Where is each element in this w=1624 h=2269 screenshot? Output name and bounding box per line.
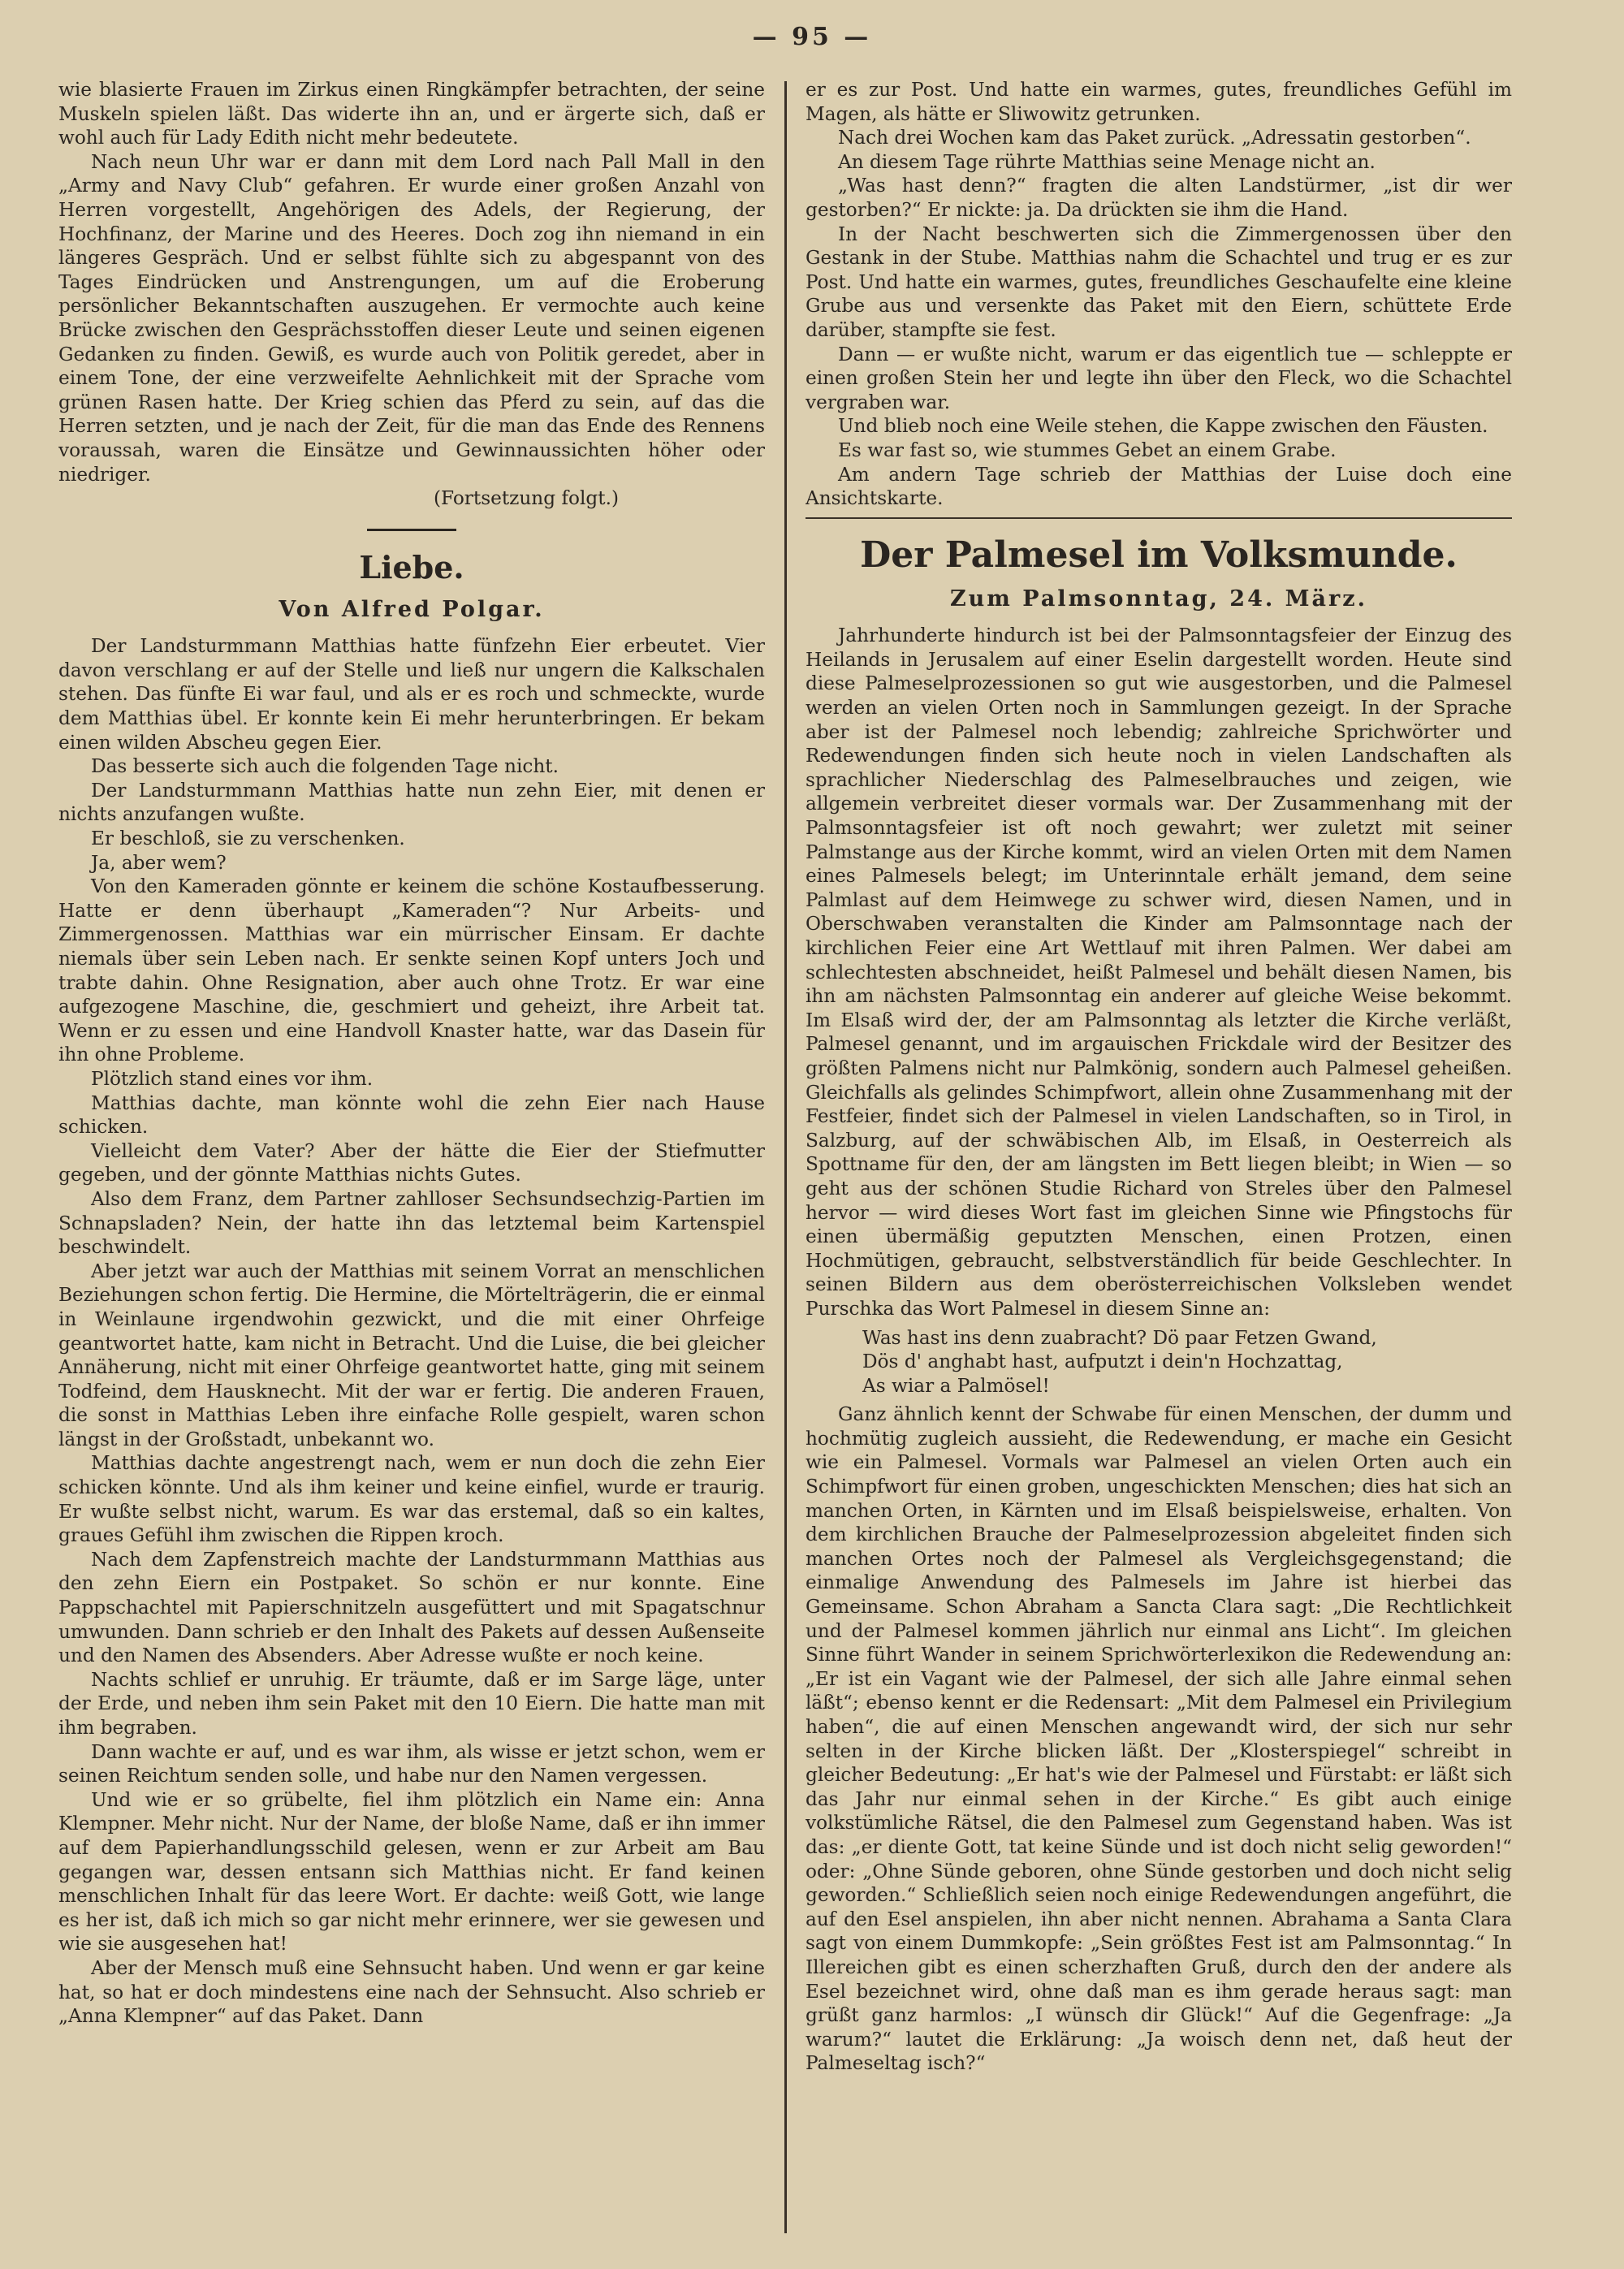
story-paragraph: In der Nacht beschwerten sich die Zimmergenossen über den Gestank in der Stube. Matthias nahm die Schachtel und trug er es zur Post. Und hatte ein warmes, gutes, freundliches Geschaufelte eine kleine Grube aus und versenkte das Paket mit den Eiern, schüttete Erde darüber, stampfte sie fest. bbox=[806, 223, 1512, 341]
story-byline: Von Alfred Polgar. bbox=[279, 596, 545, 622]
article-paragraph: Ganz ähnlich kennt der Schwabe für einen Menschen, der dumm und hochmütig zugleich aussieht, die Redewendung, er mache ein Gesicht wie ein Palmesel. Vormals war Palmesel an vielen Orten auch ein Schimpfwort für einen groben, ungeschickten Menschen; dies hat sich an manchen Orten, in Kärnten und im Elsaß beispielsweise, erhalten. Von dem kirchlichen Brauche der Palmeselprozession abgeleitet finden sich manchen Ortes noch der Palmesel als Vergleichsgegenstand; die einmalige Anwendung des Palmesels im Jahre ist hierbei das Gemeinsame. Schon Abraham a Sancta Clara sagt: „Die Rechtlichkeit und der Palmesel kommen jährlich nur einmal ans Licht“. Im gleichen Sinne führt Wander in seinem Sprichwörterlexikon die Redewendung an: „Er ist ein Vagant wie der Palmesel, der sich alle Jahre einmal sehen läßt“; ebenso kennt er die Redensart: „Mit dem Palmesel ein Privilegium haben“, die auf einen Menschen angewandt wird, der sich nur sehr selten in der Kirche blicken läßt. Der „Klosterspiegel“ schreibt in gleicher Bedeutung: „Er hat's wie der Palmesel und Fürstabt: er läßt sich das Jahr nur einmal sehen in der Kirche.“ Es gibt auch einige volkstümliche Rätsel, die den Palmesel zum Gegenstand haben. Was ist das: „er diente Gott, tat keine Sünde und ist doch nicht selig geworden!“ oder: „Ohne Sünde geboren, ohne Sünde gestorben und doch nicht selig geworden.“ Schließlich seien noch einige Redewendungen angeführt, die auf den Esel anspielen, ihn aber nicht nennen. Abrahama a Santa Clara sagt von einem Dummkopfe: „Sein größtes Fest ist am Palmsonntag.“ In Illereichen gibt es einen scherzhaften Gruß, durch den der andere als Esel bezeichnet wird, ohne daß man es ihm gerade heraus sagt: man grüßt ganz harmlos: „I wünsch dir Glück!“ Auf die Gegenfrage: „Ja warum?“ lautet die Erklärung: „Ja woisch denn net, daß heut der Palmeseltag isch?“ bbox=[806, 1403, 1512, 2075]
serial-continuation-paragraph: wie blasierte Frauen im Zirkus einen Ringkämpfer betrachten, der seine Muskeln spielen läßt. Das widerte ihn an, und er ärgerte sich, daß er wohl auch für Lady Edith nicht mehr bedeutete. bbox=[58, 79, 765, 149]
story-paragraph: Matthias dachte, man könnte wohl die zehn Eier nach Hause schicken. bbox=[58, 1091, 765, 1139]
story-paragraph: „Was hast denn?“ fragten die alten Landstürmer, „ist dir wer gestorben?“ Er nickte: ja. Da drückten sie ihm die Hand. bbox=[806, 175, 1512, 221]
story-paragraph: Nach drei Wochen kam das Paket zurück. „Adressatin gestorben“. bbox=[838, 127, 1471, 149]
to-be-continued-note: (Fortsetzung folgt.) bbox=[433, 487, 619, 510]
story-paragraph: Matthias dachte angestrengt nach, wem er nun doch die zehn Eier schicken könnte. Und als ihm keiner und keine einfiel, wurde er traurig. Er wußte selbst nicht, warum. Es war das erstemal, daß so ein kaltes, graues Gefühl ihm zwischen die Rippen kroch. bbox=[58, 1452, 765, 1547]
story-paragraph: Dann wachte er auf, und es war ihm, als wisse er jetzt schon, wem er seinen Reichtum senden solle, und habe nur den Namen vergessen. bbox=[58, 1740, 765, 1787]
verse-line: Dös d' anghabt hast, aufputzt i dein'n Hochzattag, bbox=[862, 1351, 1343, 1373]
right-column bbox=[806, 78, 1512, 2238]
page-number: — 95 — bbox=[752, 23, 872, 51]
article-subtitle: Zum Palmsonntag, 24. März. bbox=[949, 586, 1368, 612]
serial-club-paragraph: Nach neun Uhr war er dann mit dem Lord nach Pall Mall in den „Army and Navy Club“ gefahren. Er wurde einer großen Anzahl von Herren vorgestellt, Angehörigen des Adels, der Regierung, der Hochfinanz, der Marine und des Heeres. Doch zog ihn niemand in ein längeres Gespräch. Und er selbst fühlte sich zu abgespannt von des Tages Eindrücken und Anstrengungen, um auf die Eroberung persönlicher Bekanntschaften auszugehen. Er vermochte auch keine Brücke zwischen den Gesprächsstoffen dieser Leute und seinen eigenen Gedanken zu finden. Gewiß, es wurde auch von Politik geredet, aber in einem Tone, der eine verzweifelte Aehnlichkeit mit der Sprache vom grünen Rasen hatte. Der Krieg schien das Pferd zu sein, auf das die Herren setzten, und je nach der Zeit, für die man das Ende des Rennens voraussah, waren die Einsätze und Gewinnaussichten höher oder niedriger. bbox=[58, 150, 765, 486]
story-paragraph: Aber der Mensch muß eine Sehnsucht haben. Und wenn er gar keine hat, so hat er doch mindestens eine nach der Sehnsucht. Also schrieb er „Anna Klempner“ auf das Paket. Dann bbox=[58, 1956, 765, 2028]
story-paragraph: Am andern Tage schrieb der Matthias der Luise doch eine Ansichtskarte. bbox=[806, 463, 1512, 510]
story-paragraph: An diesem Tage rührte Matthias seine Menage nicht an. bbox=[838, 150, 1376, 173]
article-paragraph: Jahrhunderte hindurch ist bei der Palmsonntagsfeier der Einzug des Heilands in Jerusalem auf einer Eselin dargestellt worden. Heute sind diese Palmeselprozessionen so gut wie ausgestorben, und die Palmesel werden an vielen Orten noch in Sammlungen gezeigt. In der Sprache aber ist der Palmesel noch lebendig; zahlreiche Sprichwörter und Redewendungen finden sich heute noch in vielen Landschaften als sprachlicher Niederschlag des Palmeselbrauches und zeigen, wie allgemein verbreitet dieser vormals war. Der Zusammenhang mit der Palmsonntagsfeier ist oft noch gewahrt; wer zuletzt mit seiner Palmstange aus der Kirche kommt, wird an vielen Orten mit dem Namen eines Palmesels belegt; im Unterinntale erhält jemand, dem seine Palmlast auf dem Heimwege zu schwer wird, diesen Namen, und in Oberschwaben veranstalten die Kinder am Palmsonntage nach der kirchlichen Feier eine Art Wettlauf mit ihren Palmen. Wer dabei am schlechtesten abschneidet, heißt Palmesel und behält diesen Namen, bis ihn am nächsten Palmsonntag ein anderer auf gleiche Weise bekommt. Im Elsaß wird der, der am Palmsonntag als letzter die Kirche verläßt, Palmesel genannt, und im argauischen Frickdale wird der Besitzer des größten Palmens nicht nur Palmkönig, sondern auch Palmesel geheißen. Gleichfalls als gelindes Schimpfwort, allein ohne Zusammenhang mit der Festfeier, findet sich der Palmesel in vielen Landschaften, so in Tirol, in Salzburg, auf der schwäbischen Alb, im Elsaß, in Oesterreich als Spottname für den, der am längsten im Bett liegen bleibt; in Wien — so geht aus der schönen Studie Richard von Streles über den Palmesel hervor — wird dieses Wort fast im gleichen Sinne wie Pfingstochs für einen übermäßig geputzten Menschen, einen Protzen, einen Hochmütigen, gebraucht, selbstverständlich für beide Geschlechter. In seinen Bildern aus dem oberösterreichischen Volksleben wendet Purschka das Wort Palmesel in diesem Sinne an: bbox=[806, 625, 1512, 1320]
story-paragraph: er es zur Post. Und hatte ein warmes, gutes, freundliches Gefühl im Magen, als hätte er Sliwowitz getrunken. bbox=[806, 79, 1512, 125]
section-divider bbox=[806, 517, 1512, 519]
story-paragraph: Das besserte sich auch die folgenden Tage nicht. bbox=[91, 755, 559, 778]
column-divider bbox=[784, 81, 787, 2233]
story-paragraph: Er beschloß, sie zu verschenken. bbox=[91, 828, 405, 850]
story-paragraph: Und blieb noch eine Weile stehen, die Kappe zwischen den Fäusten. bbox=[838, 415, 1488, 438]
story-paragraph: Der Landsturmmann Matthias hatte fünfzehn Eier erbeutet. Vier davon verschlang er auf der Stelle und ließ nur ungern die Kalkschalen stehen. Das fünfte Ei war faul, und als er es roch und schmeckte, wurde dem Matthias übel. Er konnte kein Ei mehr herunterbringen. Er bekam einen wilden Abscheu gegen Eier. bbox=[58, 635, 765, 754]
section-divider bbox=[367, 529, 456, 531]
story-paragraph: Von den Kameraden gönnte er keinem die schöne Kostaufbesserung. Hatte er denn überhaupt „Kameraden“? Nur Arbeits- und Zimmergenossen. Matthias war ein mürrischer Einsam. Er dachte niemals über sein Leben nach. Er senkte seinen Kopf unters Joch und trabte dahin. Ohne Resignation, aber auch ohne Trotz. Er war eine aufgezogene Maschine, die, geschmiert und geheizt, ihre Arbeit tat. Wenn er zu essen und eine Handvoll Knaster hatte, war das Dasein für ihn ohne Probleme. bbox=[58, 875, 765, 1066]
story-paragraph: Nachts schlief er unruhig. Er träumte, daß er im Sarge läge, unter der Erde, und neben ihm sein Paket mit den 10 Eiern. Die hatte man mit ihm begraben. bbox=[58, 1668, 765, 1739]
verse-line: Was hast ins denn zuabracht? Dö paar Fetzen Gwand, bbox=[862, 1326, 1377, 1349]
story-paragraph: Und wie er so grübelte, fiel ihm plötzlich ein Name ein: Anna Klempner. Mehr nicht. Nur der Name, der bloße Name, daß er ihn immer auf dem Papierhandlungsschild gelesen, wenn er zur Arbeit am Bau gegangen war, dessen entsann sich Matthias nicht. Er fand keinen menschlichen Inhalt für das leere Wort. Er dachte: weiß Gott, wie lange es her ist, daß ich mich so gar nicht mehr erinnere, wer sie gewesen und wie sie ausgesehen hat! bbox=[58, 1788, 765, 1956]
story-paragraph: Nach dem Zapfenstreich machte der Landsturmmann Matthias aus den zehn Eiern ein Postpaket. So schön er nur konnte. Eine Pappschachtel mit Papierschnitzeln ausgefüttert und mit Spagatschnur umwunden. Dann schrieb er den Inhalt des Pakets auf dessen Außenseite und den Namen des Absenders. Aber Adresse wußte er noch keine. bbox=[58, 1548, 765, 1667]
story-paragraph: Dann — er wußte nicht, warum er das eigentlich tue — schleppte er einen großen Stein her und legte ihn über den Fleck, wo die Schachtel vergraben war. bbox=[806, 343, 1512, 413]
story-paragraph: Es war fast so, wie stummes Gebet an einem Grabe. bbox=[838, 439, 1337, 461]
story-paragraph: Plötzlich stand eines vor ihm. bbox=[91, 1067, 374, 1090]
story-paragraph: Vielleicht dem Vater? Aber der hätte die Eier der Stiefmutter gegeben, und der gönnte Matthias nichts Gutes. bbox=[58, 1139, 765, 1186]
story-paragraph: Aber jetzt war auch der Matthias mit seinem Vorrat an menschlichen Beziehungen schon fertig. Die Hermine, die Mörtelträgerin, die er einmal in Weinlaune irgendwohin gezwickt, und die mit einer Ohrfeige geantwortet hatte, kam nicht in Betracht. Und die Luise, die bei gleicher Annäherung, nicht mit einer Ohrfeige geantwortet hatte, ging mit seinem Todfeind, dem Hausknecht. Mit der war er fertig. Die anderen Frauen, die sonst in Matthias Leben ihre einfache Rolle gespielt, waren schon längst in der Großstadt, unbekannt wo. bbox=[58, 1260, 765, 1450]
verse-line: As wiar a Palmösel! bbox=[862, 1374, 1050, 1397]
story-paragraph: Ja, aber wem? bbox=[91, 851, 227, 874]
story-paragraph: Der Landsturmmann Matthias hatte nun zehn Eier, mit denen er nichts anzufangen wußte. bbox=[58, 779, 765, 826]
left-column bbox=[58, 78, 765, 2238]
dialect-verse bbox=[862, 1326, 1512, 1398]
article-title: Der Palmesel im Volksmunde. bbox=[860, 534, 1458, 576]
story-paragraph: Also dem Franz, dem Partner zahlloser Sechsundsechzig-Partien im Schnapsladen? Nein, der hatte ihn das letztemal beim Kartenspiel beschwindelt. bbox=[58, 1187, 765, 1259]
story-title: Liebe. bbox=[359, 548, 464, 586]
